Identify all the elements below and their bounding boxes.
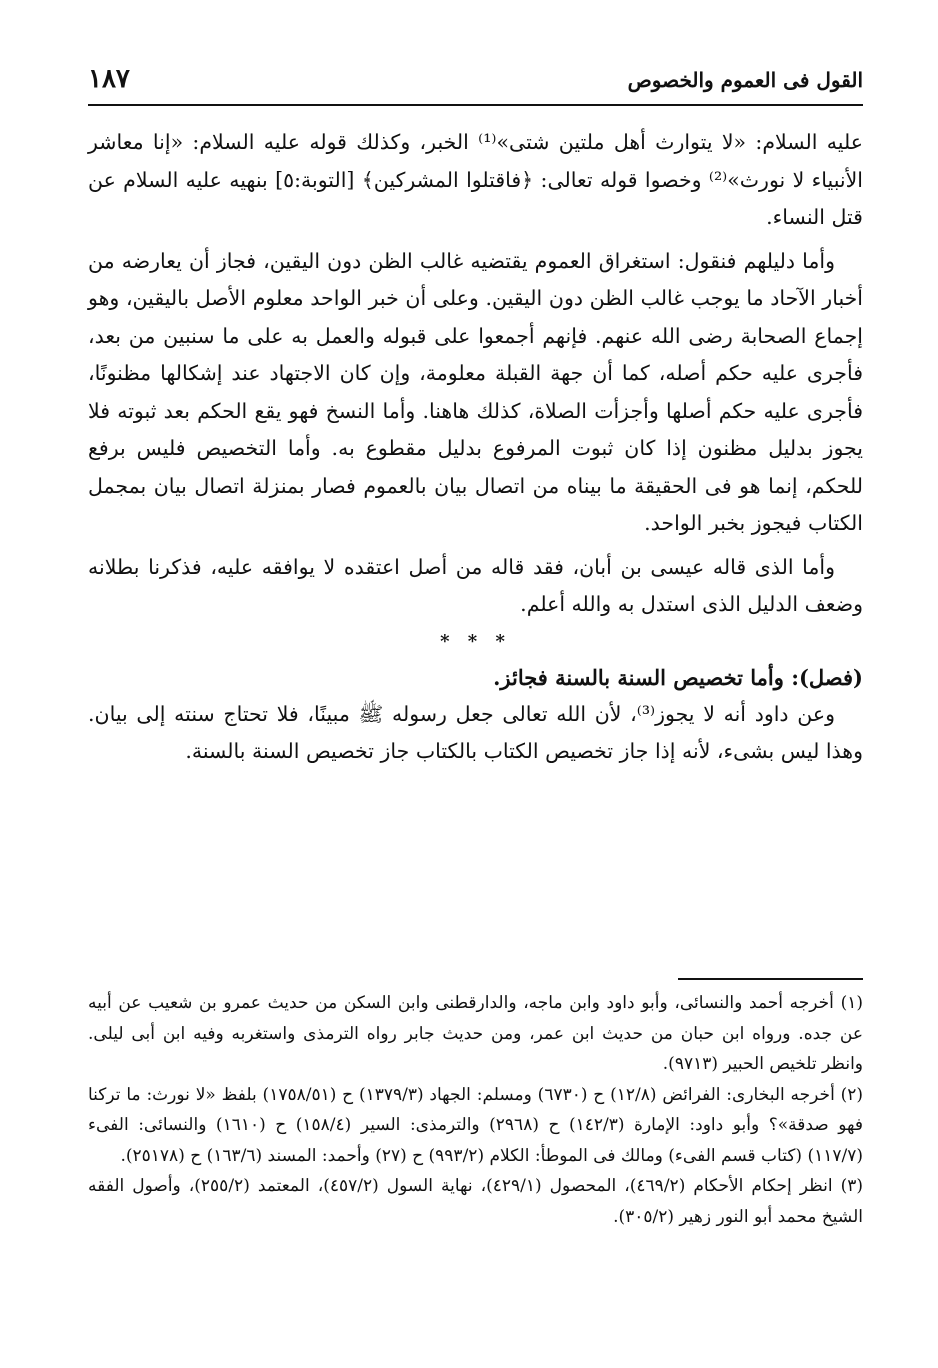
footnotes [88, 988, 863, 1232]
section-heading: (فصل): وأما تخصيص السنة بالسنة فجائز. [493, 664, 863, 690]
paragraph-4: وعن داود أنه لا يجوز⁽³⁾، لأن الله تعالى جعل رسوله ﷺ مبينًا، فلا تحتاج سنته إلى بيان. وهذا ليس بشىء، لأنه إذا جاز تخصيص الكتاب بالكتاب جاز تخصيص السنة بالسنة. [88, 701, 863, 763]
footnote-2: (٢) أخرجه البخارى: الفرائض (١٢/٨) ح (٦٧٣٠) ومسلم: الجهاد (١٣٧٩/٣) ح (١٧٥٨/٥١) بلفظ «لا نورث: ما تركنا فهو صدقة»؟ وأبو داود: الإمارة (١٤٢/٣) ح (٢٩٦٨) والترمذى: السير (١٥٨/٤) ح (١٦١٠) والنسائى: الفىء (١١٧/٧) (كتاب قسم الفىء) ومالك فى الموطأ: الكلام (٩٩٣/٢) ح (٢٧) وأحمد: المسند (١٦٣/٦) ح (٢٥١٧٨). [88, 1084, 864, 1166]
main-text [88, 124, 863, 771]
footnote-rule [678, 978, 863, 980]
book-page [88, 58, 863, 1338]
running-header [88, 58, 863, 102]
header-rule [88, 104, 863, 106]
page-number: ١٨٧ [88, 64, 130, 94]
footnote-3: (٣) انظر إحكام الأحكام (٤٦٩/٢)، المحصول (٤٢٩/١)، نهاية السول (٤٥٧/٢)، المعتمد (٢٥٥/٢)، وأصول الفقه الشيخ محمد أبو النور زهير (٣٠٥/٢). [88, 1176, 863, 1227]
footnote-1: (١) أخرجه أحمد والنسائى، وأبو داود وابن ماجه، والدارقطنى وابن السكن من حديث عمرو بن شعيب عن أبيه عن جده. ورواه ابن حبان من حديث ابن عمر، ومن حديث جابر رواه الترمذى واستغربه وفيه ابن أبى ليلى. وانظر تلخيص الحبير (٩٧١٣). [88, 993, 863, 1074]
paragraph-1: عليه السلام: «لا يتوارث أهل ملتين شتى»⁽¹⁾ الخبر، وكذلك قوله عليه السلام: «إنا معاشر الأنبياء لا نورث»⁽²⁾ وخصوا قوله تعالى: ﴿فاقتلوا المشركين﴾ [التوبة:٥] بنهيه عليه السلام عن قتل النساء. [88, 130, 863, 229]
paragraph-2: وأما دليلهم فنقول: استغراق العموم يقتضيه غالب الظن دون اليقين، فجاز أن يعارضه من أخبار الآحاد ما يوجب غالب الظن دون اليقين. وعلى أن خبر الواحد معلوم الأصل باليقين، وهو إجماع الصحابة رضى الله عنهم. فإنهم أجمعوا على قبوله والعمل به على ما سنبين من بعد، فأجرى عليه حكم أصله، كما أن جهة القبلة معلومة، وإن كان الاجتهاد عند إشكالها مظنونًا، فأجرى عليه حكم أصلها وأجزأت الصلاة، كذلك هاهنا. وأما النسخ فهو يقع الحكم بعد ثبوته فلا يجوز بدليل مظنون إذا كان ثبوت المرفوع بدليل مقطوع به. وأما التخصيص فليس برفع للحكم، إنما هو فى الحقيقة ما بيناه من اتصال بيان بالعموم فصار بمنزلة اتصال بيان بمجمل الكتاب فيجوز بخبر الواحد. [88, 248, 863, 535]
paragraph-3: وأما الذى قاله عيسى بن أبان، فقد قاله من أصل اعتقده لا يوافقه عليه، فذكرنا بطلانه وضعف الدليل الذى استدل به والله أعلم. [88, 554, 863, 616]
section-separator: * * * [440, 630, 511, 652]
chapter-title: القول فى العموم والخصوص [627, 68, 863, 92]
